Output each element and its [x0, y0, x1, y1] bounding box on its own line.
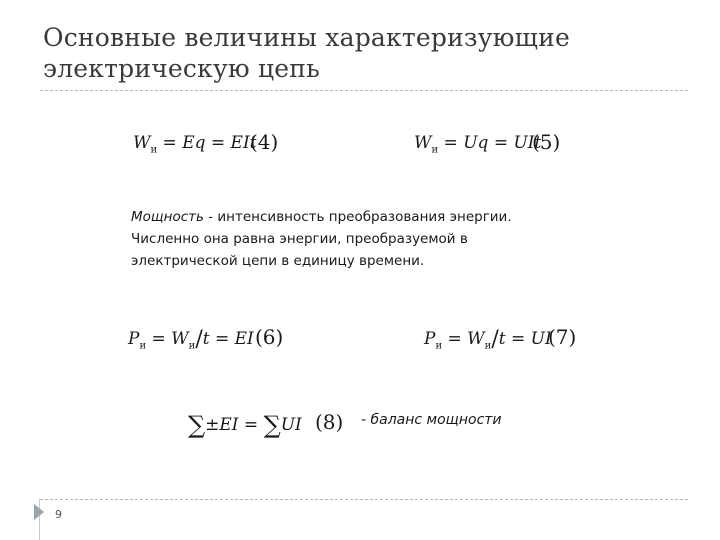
formula-4-rest: = Eq = EIt: [157, 133, 257, 153]
slide-title: Основные величины характеризующие электрическую цепь: [43, 23, 570, 83]
definition-line-3: электрической цепи в единицу времени.: [131, 253, 425, 269]
formula-6-sub2: и: [188, 340, 196, 352]
definition-text: - интенсивность преобразования энергии.: [203, 209, 512, 225]
formula-8-right: UI: [280, 415, 302, 435]
power-definition: [131, 206, 571, 272]
formula-5-rest: = Uq = UIt: [438, 133, 542, 153]
formula-6-p: P: [128, 329, 140, 349]
title-divider: [40, 90, 688, 91]
equation-number-8: (8): [315, 410, 344, 434]
equation-number-5: (5): [532, 130, 561, 154]
page-number: 9: [55, 508, 62, 521]
formula-4: [133, 133, 257, 155]
equation-number-7: (7): [548, 325, 577, 349]
formula-6-sub1: и: [139, 340, 147, 352]
fraction-slash: /: [195, 327, 203, 352]
definition-line-2: Численно она равна энергии, преобразуемой в: [131, 231, 468, 247]
formula-8: [188, 411, 302, 439]
formula-5: [414, 133, 541, 155]
footer-divider: [40, 499, 688, 500]
definition-line-1: [131, 206, 571, 228]
formula-5-sub: и: [431, 144, 439, 156]
formula-4-sub: и: [150, 144, 158, 156]
power-balance-label: - баланс мощности: [361, 412, 502, 428]
formula-8-left: ±EI =: [205, 415, 264, 435]
formula-7-sub1: и: [435, 340, 443, 352]
formula-7-rest: t = UI: [498, 329, 552, 349]
formula-5-var: W: [414, 133, 432, 153]
formula-6-eq: = W: [146, 329, 189, 349]
fraction-slash: /: [491, 327, 499, 352]
formula-6: [128, 327, 254, 352]
sum-symbol: ∑: [263, 411, 281, 439]
formula-6-rest: t = EI: [202, 329, 254, 349]
equation-number-4: (4): [250, 130, 279, 154]
sum-symbol: ∑: [188, 411, 206, 439]
formula-7-p: P: [424, 329, 436, 349]
formula-7-eq: = W: [442, 329, 485, 349]
formula-4-var: W: [133, 133, 151, 153]
term-power: Мощность: [131, 209, 204, 225]
equation-number-6: (6): [255, 325, 284, 349]
formula-7: [424, 327, 552, 352]
formula-7-sub2: и: [484, 340, 492, 352]
slide-marker-icon: [34, 504, 44, 520]
